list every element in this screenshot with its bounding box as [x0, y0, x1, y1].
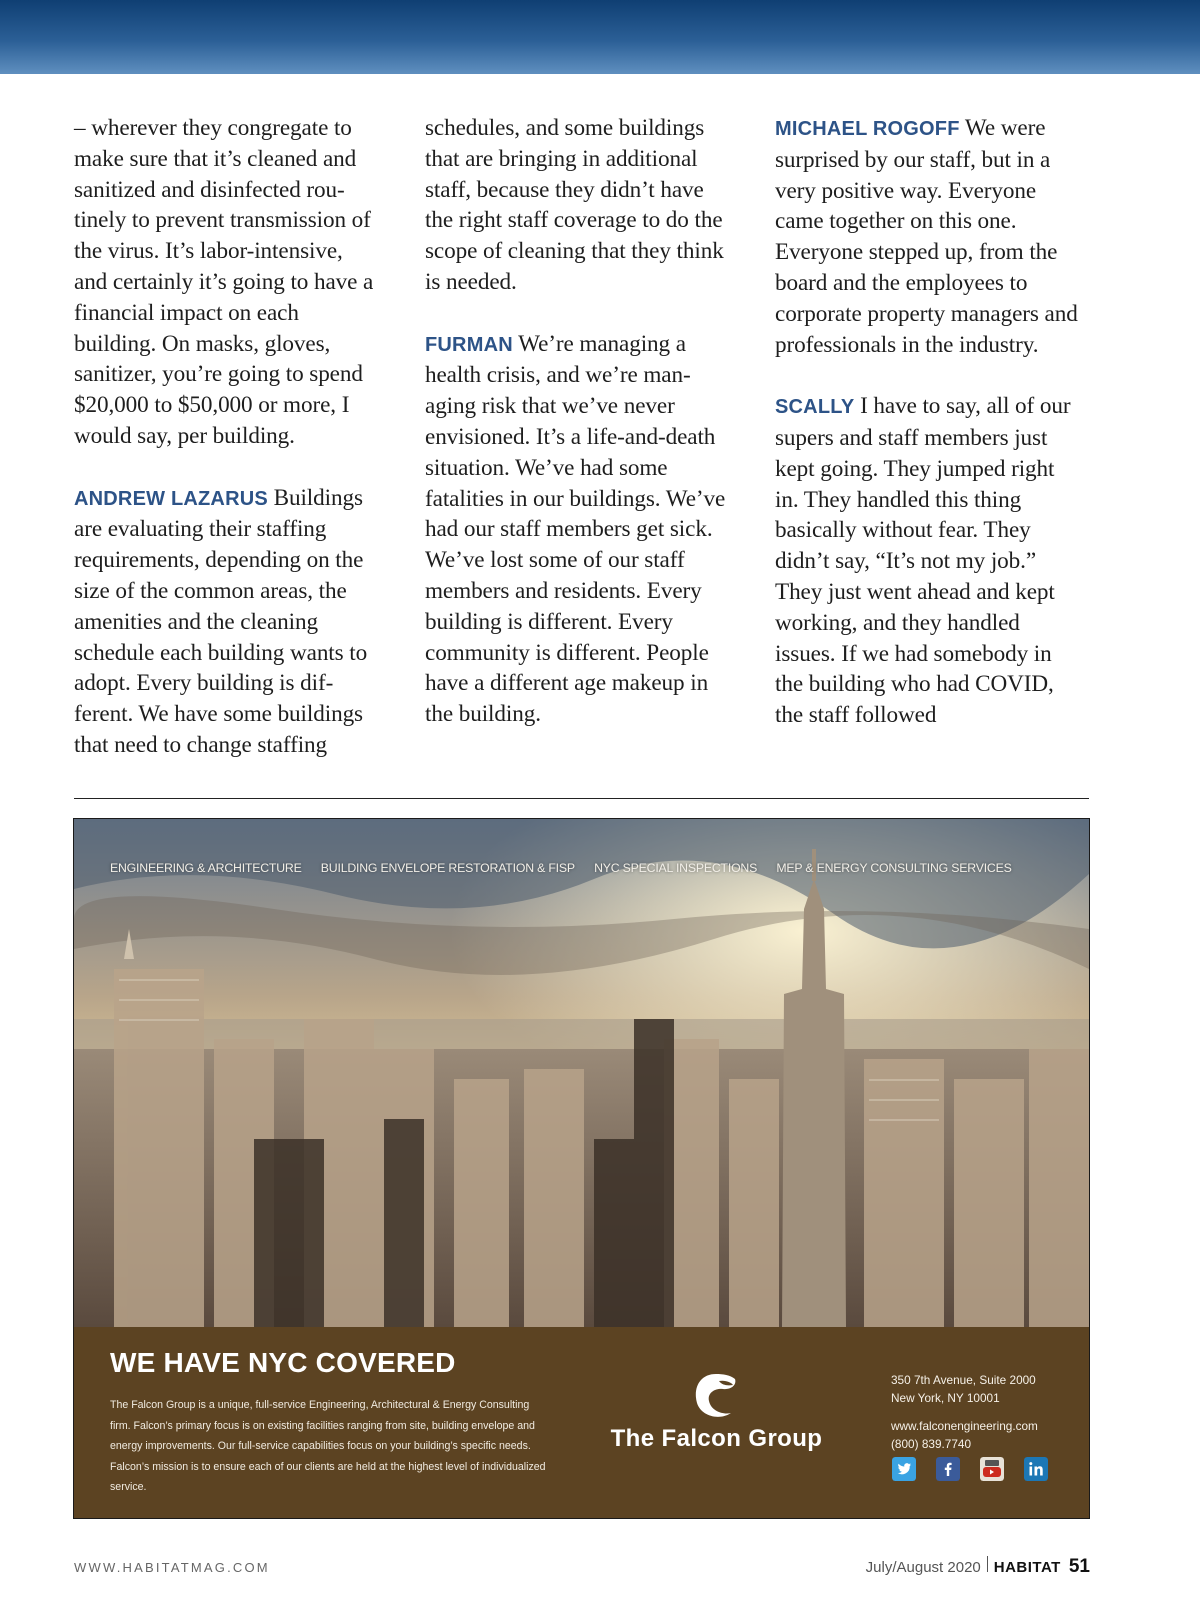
speaker-name: SCALLY: [775, 396, 855, 419]
service-item: ENGINEERING & ARCHITECTURE: [110, 861, 302, 875]
services-list: [110, 861, 1069, 875]
article-column-1: [74, 113, 380, 761]
magazine-name: HABITAT: [993, 1559, 1061, 1576]
facebook-icon[interactable]: [936, 1457, 960, 1481]
logo-text: The Falcon Group: [610, 1425, 823, 1452]
footer-folio: [866, 1556, 1090, 1578]
footer-website[interactable]: WWW.HABITATMAG.COM: [74, 1560, 270, 1575]
website-link[interactable]: www.falconengineering.com: [891, 1419, 1038, 1433]
linkedin-icon[interactable]: [1024, 1457, 1048, 1481]
address-line-1: 350 7th Avenue, Suite 2000: [891, 1373, 1036, 1387]
falcon-group-advertisement[interactable]: [73, 818, 1090, 1519]
ad-info-panel: [74, 1327, 1089, 1518]
twitter-icon[interactable]: [892, 1457, 916, 1481]
speaker-name: FURMAN: [425, 333, 513, 356]
article-column-3: [775, 113, 1081, 731]
address-line-2: New York, NY 10001: [891, 1391, 1000, 1405]
page-number: 51: [1068, 1556, 1090, 1577]
header-band: [0, 0, 1200, 74]
nyc-skyline-photo: [74, 819, 1089, 1327]
section-divider: [74, 798, 1089, 799]
paragraph: FURMAN We’re managing a health crisis, and we’re managing risk that we’ve never envisioned. It’s a life-and-death situation. We’ve had some fatalities in our buildings. We’ve had our staff members get sick. We’ve lost some of our staff members and residents. Every building is different. Every community is different. People have a different age makeup in the building.: [425, 330, 726, 728]
paragraph: SCALLY I have to say, all of our supers and staff members just kept going. They jumped right in. They handled this thing basically without fear. They didn’t say, “It’s not my job.” They just went ahead and kept working, and they handled issues. If we had somebody in the building who had COVID, the staff followed: [775, 393, 1071, 729]
speaker-name: MICHAEL ROGOFF: [775, 118, 960, 140]
ad-description: The Falcon Group is a unique, full-service Engineering, Architectural & Energy Consulting firm. Falcon’s primary focus is on existing facilities ranging from site, building envelope and energy improvements. Our full-service capabilities focus on your building’s specific needs. Falcon’s mission is to ensure each of our clients are held at the highest level of individualized service.: [110, 1399, 546, 1493]
phone-number: (800) 839.7740: [891, 1437, 972, 1451]
service-item: NYC SPECIAL INSPECTIONS: [594, 861, 758, 875]
social-links: [892, 1457, 1048, 1481]
folio-separator: [987, 1556, 988, 1572]
issue-date: July/August 2020: [865, 1559, 981, 1576]
service-item: MEP & ENERGY CONSULTING SERVICES: [776, 861, 1012, 875]
paragraph: schedules, and some buildings that are bringing in additional staff, because they didn’t have the right staff coverage to do the scope of cleaning that they think is needed.: [425, 115, 724, 295]
service-item: BUILDING ENVELOPE RESTORATION & FISP: [320, 861, 575, 875]
falcon-group-logo[interactable]: [594, 1371, 839, 1461]
article-column-2: [425, 113, 731, 730]
paragraph: – wherever they congregate to make sure that it’s cleaned and sanitized and disinfected routinely to prevent transmission of the virus. It’s labor-intensive, and certainly it’s going to have a financial impact on each building. On masks, gloves, sanitizer, you’re going to spend $20,000 to $50,000 or more, I would say, per building.: [74, 115, 374, 449]
paragraph: ANDREW LAZARUS Buildings are evaluating their staffing requirements, depending on the size of the common areas, the amenities and the cleaning schedule each building wants to adopt. Every building is different. We have some buildings that need to change staffing: [74, 484, 368, 758]
falcon-logo-icon: [689, 1371, 743, 1421]
speaker-name: ANDREW LAZARUS: [74, 487, 268, 510]
youtube-icon[interactable]: [980, 1457, 1004, 1481]
contact-info: [891, 1371, 1038, 1453]
paragraph: MICHAEL ROGOFF We were surprised by our staff, but in a very positive way. Everyone came together on this one. Everyone stepped up, from the board and the employees to corporate property managers and professionals in the industry.: [775, 115, 1078, 358]
ad-headline: WE HAVE NYC COVERED: [110, 1347, 456, 1378]
